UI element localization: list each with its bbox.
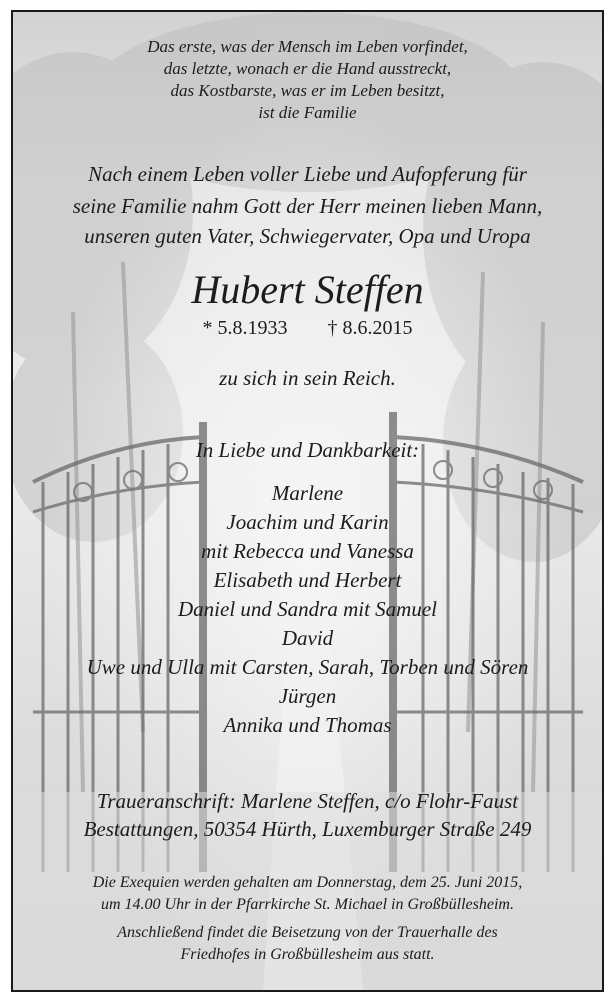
address-line-2: Bestattungen, 50354 Hürth, Luxemburger Straße 249: [83, 817, 532, 841]
life-dates: [13, 315, 602, 341]
obituary-text: [13, 12, 602, 990]
poem-line-1: Das erste, was der Mensch im Leben vorfindet,: [147, 37, 468, 56]
death-date: † 8.6.2015: [327, 317, 413, 339]
deceased-name: Hubert Steffen: [191, 267, 424, 312]
address-line-1: Traueranschrift: Marlene Steffen, c/o Flohr-Faust: [96, 789, 519, 813]
poem-line-4: ist die Familie: [258, 103, 357, 122]
family-member: Marlene: [271, 481, 344, 505]
closing-line: zu sich in sein Reich.: [219, 366, 396, 390]
intro-line-2: seine Familie nahm Gott der Herr meinen lieben Mann,: [72, 194, 543, 218]
info-line-2: um 14.00 Uhr in der Pfarrkirche St. Michael in Großbüllesheim.: [101, 896, 514, 913]
family-member: David: [281, 626, 334, 650]
poem-line-3: das Kostbarste, was er im Leben besitzt,: [170, 81, 445, 100]
family-member: Annika und Thomas: [223, 713, 392, 737]
obituary-card: [11, 10, 604, 992]
info-line-1: Die Exequien werden gehalten am Donnerstag, dem 25. Juni 2015,: [92, 874, 523, 891]
family-member: mit Rebecca und Vanessa: [201, 539, 414, 563]
poem-line-2: das letzte, wonach er die Hand ausstreckt,: [163, 59, 452, 78]
family-member: Daniel und Sandra mit Samuel: [178, 597, 437, 621]
family-member: Joachim und Karin: [226, 510, 389, 534]
intro-line-1: Nach einem Leben voller Liebe und Aufopferung für: [88, 162, 527, 186]
birth-date: * 5.8.1933: [202, 317, 288, 339]
info-line-4: Friedhofes in Großbüllesheim aus statt.: [180, 946, 435, 963]
family-member: Jürgen: [278, 684, 337, 708]
intro-line-3: unseren guten Vater, Schwiegervater, Opa und Uropa: [84, 224, 531, 248]
family-member: Uwe und Ulla mit Carsten, Sarah, Torben und Sören: [86, 655, 529, 679]
info-line-3: Anschließend findet die Beisetzung von der Trauerhalle des: [117, 924, 498, 941]
thanks-heading: In Liebe und Dankbarkeit:: [195, 438, 420, 462]
family-member: Elisabeth und Herbert: [213, 568, 402, 592]
